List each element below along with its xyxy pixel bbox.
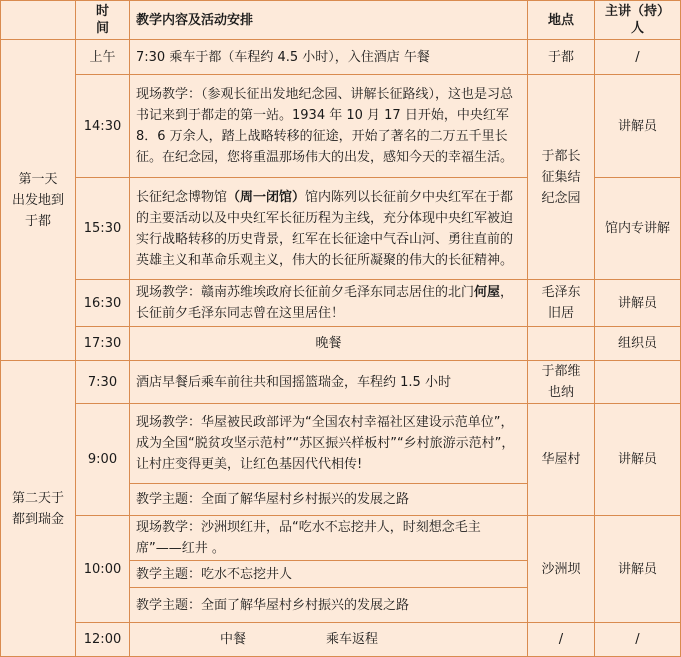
table-row [1, 404, 681, 484]
table-row [1, 75, 681, 178]
row-time: 17:30 [76, 327, 130, 361]
row-content: 现场教学：（参观长征出发地纪念园、讲解长征路线），这也是习总书记来到于都走的第一站。1934 年 10 月 17 日开始，中央红军 8．6 万余人，踏上战略转移的征途，开始了著名的二万五千里长征。在纪念园，您将重温那场伟大的出发，感知今天的幸福生活。 [130, 75, 528, 178]
row-content: 现场教学：沙洲坝红井，品“吃水不忘挖井人，时刻想念毛主席”——红井 。 [130, 516, 528, 561]
row-content: 酒店早餐后乘车前往共和国摇篮瑞金，车程约 1.5 小时 [130, 361, 528, 404]
header-location: 地点 [528, 1, 595, 40]
content-text: ，长征前夕毛泽东同志曾在这里居住！ [136, 285, 514, 321]
row-speaker: / [595, 40, 681, 75]
row-theme: 教学主题：全面了解华屋村乡村振兴的发展之路 [130, 484, 528, 516]
row-speaker: 组织员 [595, 327, 681, 361]
day1-label: 第一天 出发地到 于都 [1, 40, 76, 361]
table-row [1, 327, 681, 361]
row-content [130, 623, 528, 657]
header-day [1, 1, 76, 40]
lunch-text: 中餐 [220, 632, 247, 647]
row-location: 华屋村 [528, 404, 595, 516]
row-speaker: 讲解员 [595, 404, 681, 516]
row-theme: 教学主题：全面了解华屋村乡村振兴的发展之路 [130, 588, 528, 623]
table-row [1, 516, 681, 561]
day2-label: 第二天于 都到瑞金 [1, 361, 76, 657]
row-time: 9:00 [76, 404, 130, 516]
row-speaker: / [595, 623, 681, 657]
row-location: 沙洲坝 [528, 516, 595, 623]
row-time: 14:30 [76, 75, 130, 178]
return-text: 乘车返程 [326, 632, 379, 647]
table-row [1, 623, 681, 657]
table-row [1, 280, 681, 327]
row-time: 10:00 [76, 516, 130, 623]
header-row [1, 1, 681, 40]
row-location: 毛泽东 旧居 [528, 280, 595, 327]
header-speaker: 主讲（持） 人 [595, 1, 681, 40]
row-location: 于都维 也纳 [528, 361, 595, 404]
row-theme: 教学主题：吃水不忘挖井人 [130, 561, 528, 588]
row-content: 7:30 乘车于都（车程约 4.5 小时），入住酒店 午餐 [130, 40, 528, 75]
row-time: 7:30 [76, 361, 130, 404]
closed-note: （周一闭馆） [227, 189, 306, 205]
row-content: 现场教学：华屋被民政部评为“全国农村幸福社区建设示范单位”，成为全国“脱贫攻坚示范村”“苏区振兴样板村”“乡村旅游示范村”，让村庄变得更美，让红色基因代代相传! [130, 404, 528, 484]
row-location [528, 327, 595, 361]
row-speaker: 讲解员 [595, 75, 681, 178]
row-location: 于都 [528, 40, 595, 75]
content-text: 馆内陈列以长征前夕中央红军在于都的主要活动以及中央红军长征历程为主线，充分体现中央红军被迫实行战略转移的历史背景，红军在长征途中气吞山河、勇往直前的英雄主义和革命乐观主义，伟大的长征所凝聚的伟大的长征精神。 [136, 189, 514, 268]
row-speaker: 讲解员 [595, 280, 681, 327]
table-row [1, 40, 681, 75]
row-content: 晚餐 [130, 327, 528, 361]
row-speaker: 馆内专讲解 [595, 178, 681, 280]
row-time: 15:30 [76, 178, 130, 280]
row-content [130, 178, 528, 280]
header-content: 教学内容及活动安排 [130, 1, 528, 40]
row-time: 上午 [76, 40, 130, 75]
merged-location: 于都长 征集结 纪念园 [528, 75, 595, 280]
row-speaker: 讲解员 [595, 516, 681, 623]
row-speaker [595, 361, 681, 404]
content-bold: 何屋 [474, 285, 501, 300]
row-time: 16:30 [76, 280, 130, 327]
row-content [130, 280, 528, 327]
table-row [1, 361, 681, 404]
content-text: 现场教学：赣南苏维埃政府长征前夕毛泽东同志居住的北门 [136, 285, 475, 300]
row-location: / [528, 623, 595, 657]
content-text: 长征纪念博物馆 [136, 189, 228, 205]
row-time: 12:00 [76, 623, 130, 657]
header-time: 时 间 [76, 1, 130, 40]
